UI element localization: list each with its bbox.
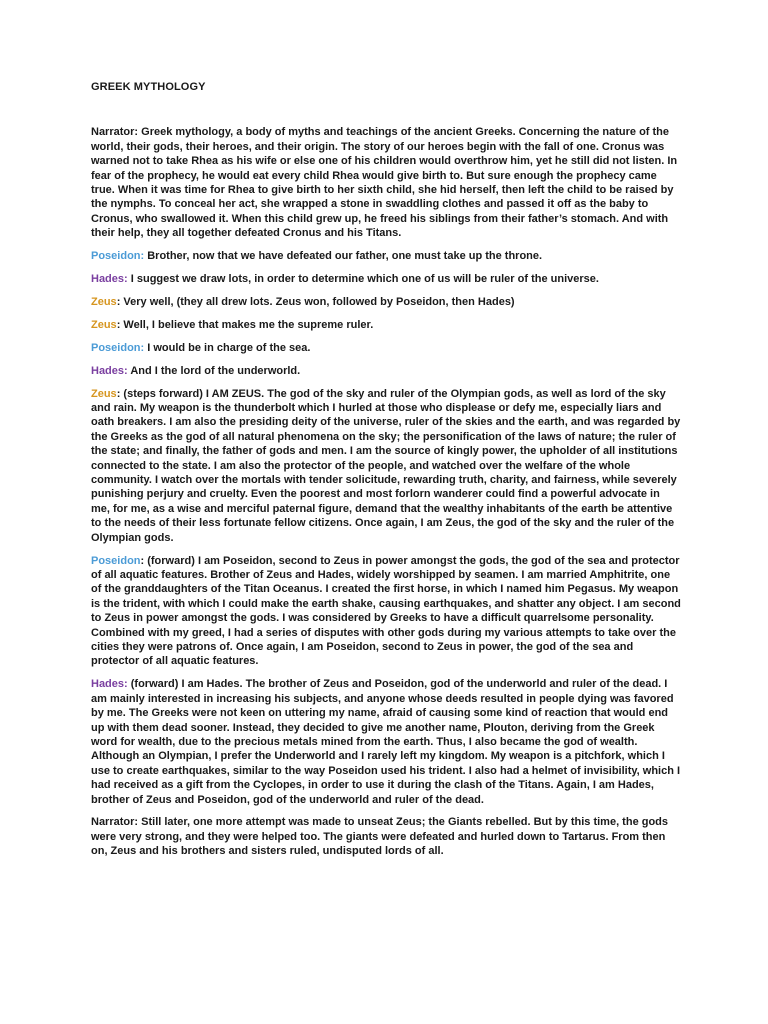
paragraph-zeus-monologue — [91, 387, 681, 545]
paragraph-zeus — [91, 295, 681, 309]
dialogue-text: (forward) I am Hades. The brother of Zeus and Poseidon, god of the underworld and ruler of the dead. I am mainly interested in increasing his subjects, and anyone whose deeds resulted in people dying was favored by me. The Greeks were not keen on uttering my name, afraid of causing some kind of reaction that would end up with them dead sooner. Instead, they decided to give me another name, Plouton, deriving from the Greek word for wealth, due to the precious metals mined from the earth. Thus, I also became the god of wealth. Although an Olympian, I prefer the Underworld and I rarely left my kingdom. My weapon is a pitchfork, which I use to create earthquakes, similar to the way Poseidon used his trident. I also had a helmet of invisibility, which I had received as a gift from the Cyclopes, in order to use it during the clash of the Titans. Again, I am Hades, brother of Zeus and Poseidon, god of the underworld and ruler of the dead. — [91, 678, 681, 806]
dialogue-text: : (steps forward) I AM ZEUS. The god of the sky and ruler of the Olympian gods, as well as lord of the sky and rain. My weapon is the thunderbolt which I hurled at those who displease or defy me, especially liars and oath breakers. I am also the presiding deity of the universe, ruler of the skies and the earth, and was regarded by the Greeks as the god of all natural phenomena on the sky; the personification of the laws of nature; the ruler of the state; and finally, the father of gods and men. I am the source of kingly power, the upholder of all institutions connected to the state. I am also the protector of the people, and watched over the welfare of the whole community. I watch over the mortals with tender solicitude, rewarding truth, charity, and fairness, while severely punishing perjury and cruelty. Even the poorest and most forlorn wanderer could find a powerful advocate in me, for me, as a wise and merciful paternal figure, demand that the wealthy inhabitants of the earth be attentive to the needs of their less fortunate fellow citizens. Once again, I am Zeus, the god of the sky and the ruler of the Olympian gods. — [91, 387, 681, 544]
document-body — [91, 80, 681, 867]
paragraph-poseidon — [91, 249, 681, 263]
dialogue-text: : (forward) I am Poseidon, second to Zeus in power amongst the gods, the god of the sea and protector of all aquatic features. Brother of Zeus and Hades, widely worshipped by seamen. I am married Amphitrite, one of the granddaughters of the Titan Oceanus. I created the first horse, in which I named him Pegasus. My weapon is the trident, with which I could make the earth shake, causing earthquakes, and shatter any object. I am second to Zeus in power amongst the gods. I was considered by Greeks to have a difficult quarrelsome personality. Combined with my greed, I had a series of disputes with other gods during my various attempts to take over the cities they were patrons of. Once again, I am Poseidon, second to Zeus in power, the god of the sea and protector of all aquatic features. — [91, 554, 681, 668]
dialogue-text: I would be in charge of the sea. — [144, 341, 311, 354]
paragraph-poseidon — [91, 341, 681, 355]
dialogue-text: : Very well, (they all drew lots. Zeus won, followed by Poseidon, then Hades) — [116, 295, 515, 308]
speaker-poseidon: Poseidon: — [91, 341, 145, 354]
speaker-narrator: Narrator: — [91, 126, 139, 139]
dialogue-text: And I the lord of the underworld. — [127, 364, 301, 377]
speaker-hades: Hades: — [91, 364, 128, 377]
dialogue-text: : Well, I believe that makes me the supreme ruler. — [116, 318, 374, 331]
dialogue-text: Still later, one more attempt was made to unseat Zeus; the Giants rebelled. But by this time, the gods were very strong, and they were helped too. The giants were defeated and hurled down to Tartarus. From then on, Zeus and his brothers and sisters ruled, undisputed lords of all. — [91, 816, 669, 858]
dialogue-text: Brother, now that we have defeated our father, one must take up the throne. — [144, 250, 543, 263]
speaker-narrator: Narrator: — [91, 816, 139, 829]
speaker-hades: Hades: — [91, 273, 128, 286]
dialogue-text: Greek mythology, a body of myths and teachings of the ancient Greeks. Concerning the nature of the world, their gods, their heroes, and their origin. The story of our heroes begin with the fall of one. Cronus was warned not to take Rhea as his wife or else one of his children would overthrow him, yet he still did not listen. In fear of the prophecy, he would eat every child Rhea would give birth to. But sure enough the prophecy came true. When it was time for Rhea to give birth to her sixth child, she hid herself, then left the child to be raised by the nymphs. To conceal her act, she wrapped a stone in swaddling clothes and passed it off as the baby to Cronus, who swallowed it. When this child grew up, he freed his siblings from their father’s stomach. And with their help, they all together defeated Cronus and his Titans. — [91, 126, 678, 240]
paragraph-hades — [91, 364, 681, 378]
dialogue-text: I suggest we draw lots, in order to determine which one of us will be ruler of the universe. — [127, 273, 599, 286]
speaker-poseidon: Poseidon — [91, 554, 141, 567]
paragraph-zeus — [91, 318, 681, 332]
speaker-hades: Hades: — [91, 678, 128, 691]
speaker-zeus: Zeus — [91, 387, 117, 400]
paragraph-hades — [91, 272, 681, 286]
speaker-poseidon: Poseidon: — [91, 250, 145, 263]
paragraph-hades-monologue — [91, 677, 681, 807]
paragraph-poseidon-monologue — [91, 554, 681, 669]
paragraph-narrator-intro — [91, 125, 681, 240]
speaker-zeus: Zeus — [91, 295, 117, 308]
speaker-zeus: Zeus — [91, 318, 117, 331]
paragraph-narrator-ending — [91, 815, 681, 858]
document-title: GREEK MYTHOLOGY — [91, 81, 206, 93]
